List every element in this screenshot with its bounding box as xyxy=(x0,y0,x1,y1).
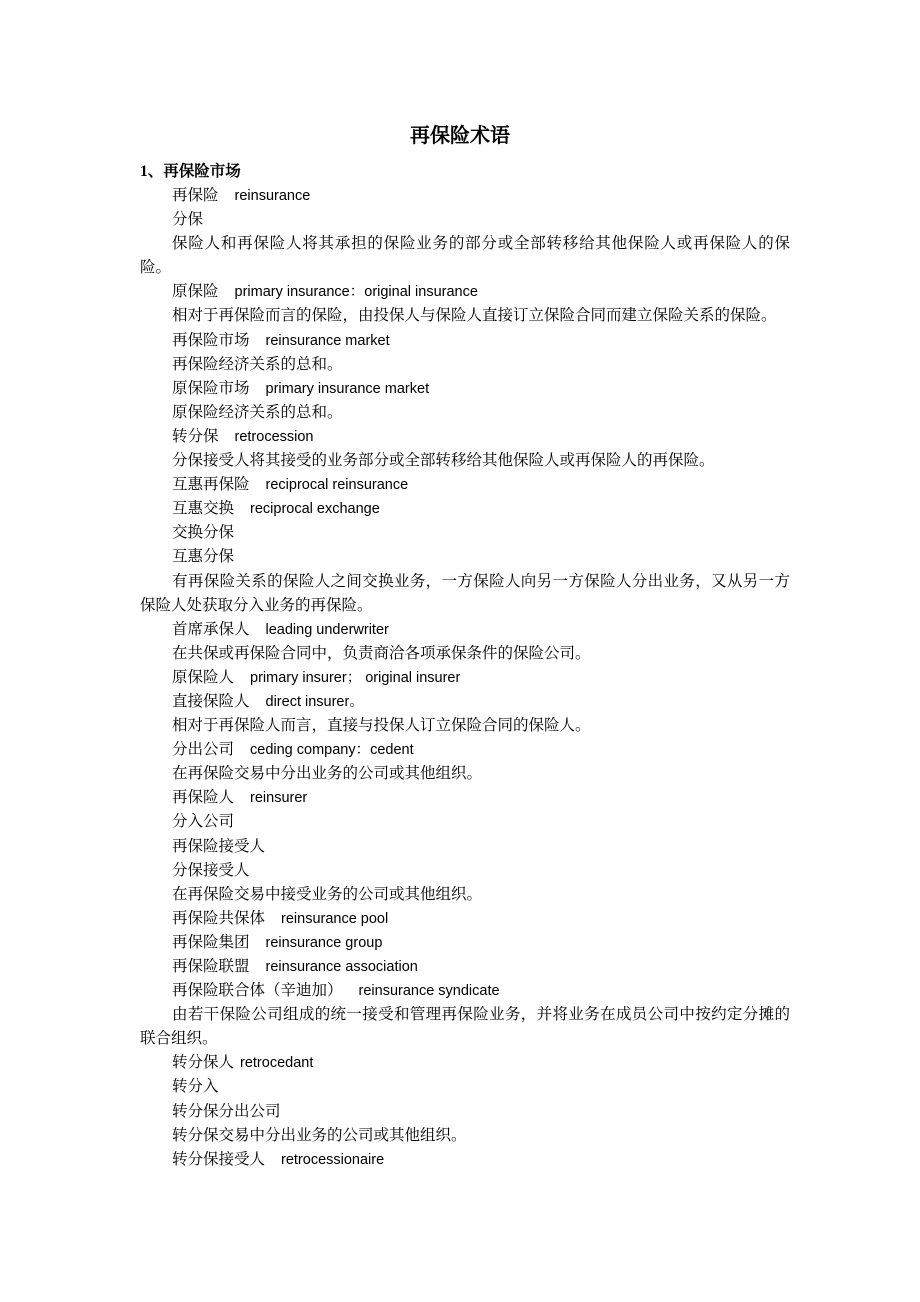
term-chinese: 分出公司 xyxy=(172,741,235,759)
term-english: primary insurer； original insurer xyxy=(250,669,461,686)
glossary-text xyxy=(140,232,790,280)
glossary-term xyxy=(140,1148,790,1172)
term-chinese: 再保险联盟 xyxy=(172,958,250,975)
term-chinese: 再保险人 xyxy=(172,789,235,807)
term-chinese: 再保险 xyxy=(172,187,219,204)
term-chinese: 保险人和再保险人将其承担的保险业务的部分或全部转移给其他保险人或再保险人的保险。 xyxy=(140,235,790,277)
glossary-text xyxy=(140,521,790,545)
term-chinese: 互惠分保 xyxy=(172,548,235,566)
term-chinese: 在共保或再保险合同中，负责商洽各项承保条件的保险公司。 xyxy=(172,644,591,662)
glossary-term xyxy=(140,329,790,353)
term-chinese: 转分保接受人 xyxy=(172,1150,266,1168)
term-chinese: 有再保险关系的保险人之间交换业务，一方保险人向另一方保险人分出业务，又从另一方保险人处获取分入业务的再保险。 xyxy=(140,572,790,614)
term-chinese: 转分保分出公司 xyxy=(172,1102,281,1120)
glossary-text xyxy=(140,353,790,377)
term-chinese: 转分入 xyxy=(172,1078,219,1096)
document-body xyxy=(140,184,790,1172)
glossary-term xyxy=(140,1051,790,1075)
glossary-text xyxy=(140,835,790,859)
glossary-text xyxy=(140,1100,790,1124)
glossary-term xyxy=(140,955,790,979)
term-chinese: 分入公司 xyxy=(172,813,235,831)
term-english: direct insurer。 xyxy=(265,693,364,710)
term-chinese: 再保险共保体 xyxy=(172,909,266,927)
glossary-term xyxy=(140,425,790,449)
glossary-text xyxy=(140,714,790,738)
term-english: reinsurance xyxy=(234,188,311,204)
glossary-term xyxy=(140,280,790,304)
term-chinese: 转分保 xyxy=(172,427,219,445)
term-english: reinsurance market xyxy=(265,332,390,349)
glossary-term xyxy=(140,618,790,642)
glossary-text xyxy=(140,810,790,834)
term-chinese: 相对于再保险而言的保险，由投保人与保险人直接订立保险合同而建立保险关系的保险。 xyxy=(172,307,777,325)
section-heading: 1、再保险市场 xyxy=(140,163,241,180)
term-english: primary insurance market xyxy=(265,380,430,397)
term-english: ceding company：cedent xyxy=(250,742,414,759)
term-chinese: 原保险人 xyxy=(172,668,235,686)
glossary-term xyxy=(140,497,790,521)
term-chinese: 分保接受人 xyxy=(172,861,250,879)
glossary-text xyxy=(140,304,790,328)
term-english: retrocedant xyxy=(240,1055,314,1072)
term-english: reinsurance syndicate xyxy=(358,983,500,1000)
term-english: reciprocal exchange xyxy=(250,501,380,518)
term-english: reciprocal reinsurance xyxy=(265,477,409,494)
term-chinese: 直接保险人 xyxy=(172,692,250,710)
glossary-text xyxy=(140,1124,790,1148)
term-chinese: 原保险 xyxy=(172,283,219,301)
glossary-text xyxy=(140,449,790,473)
term-chinese: 转分保人 xyxy=(172,1054,235,1072)
term-chinese: 再保险接受人 xyxy=(172,837,266,855)
glossary-term xyxy=(140,979,790,1003)
glossary-text xyxy=(140,401,790,425)
term-chinese: 在再保险交易中分出业务的公司或其他组织。 xyxy=(172,765,483,783)
term-english: reinsurance pool xyxy=(281,910,389,927)
glossary-term xyxy=(140,184,790,208)
term-english: reinsurance group xyxy=(265,934,383,951)
term-chinese: 再保险联合体（辛迪加） xyxy=(172,982,343,1000)
term-chinese: 再保险市场 xyxy=(172,331,250,349)
glossary-text xyxy=(140,545,790,569)
term-chinese: 互惠交换 xyxy=(172,500,235,518)
term-english: retrocession xyxy=(234,428,314,445)
glossary-term xyxy=(140,666,790,690)
glossary-text xyxy=(140,859,790,883)
term-chinese: 再保险集团 xyxy=(172,933,250,951)
term-chinese: 分保接受人将其接受的业务部分或全部转移给其他保险人或再保险人的再保险。 xyxy=(172,452,715,470)
term-chinese: 交换分保 xyxy=(172,524,235,542)
term-chinese: 转分保交易中分出业务的公司或其他组织。 xyxy=(172,1126,467,1144)
glossary-term xyxy=(140,907,790,931)
glossary-term xyxy=(140,738,790,762)
glossary-text xyxy=(140,1075,790,1099)
term-chinese: 再保险经济关系的总和。 xyxy=(172,355,343,373)
glossary-text xyxy=(140,570,790,618)
glossary-term xyxy=(140,786,790,810)
glossary-text xyxy=(140,762,790,786)
term-english: primary insurance：original insurance xyxy=(234,284,478,301)
term-chinese: 由若干保险公司组成的统一接受和管理再保险业务，并将业务在成员公司中按约定分摊的联合组织。 xyxy=(140,1006,790,1048)
term-chinese: 互惠再保险 xyxy=(172,476,250,494)
term-chinese: 原保险经济关系的总和。 xyxy=(172,403,343,421)
glossary-term xyxy=(140,931,790,955)
term-chinese: 在再保险交易中接受业务的公司或其他组织。 xyxy=(172,885,483,903)
glossary-term xyxy=(140,690,790,714)
glossary-text xyxy=(140,642,790,666)
glossary-term xyxy=(140,377,790,401)
glossary-text xyxy=(140,208,790,232)
term-chinese: 相对于再保险人而言，直接与投保人订立保险合同的保险人。 xyxy=(172,717,591,735)
document-title: 再保险术语 xyxy=(410,125,510,147)
term-english: reinsurer xyxy=(250,790,308,807)
term-chinese: 原保险市场 xyxy=(172,379,250,397)
glossary-text xyxy=(140,883,790,907)
term-chinese: 分保 xyxy=(172,211,204,229)
term-english: leading underwriter xyxy=(265,621,389,638)
glossary-term xyxy=(140,473,790,497)
term-english: retrocessionaire xyxy=(281,1151,385,1168)
term-english: reinsurance association xyxy=(265,959,418,975)
term-chinese: 首席承保人 xyxy=(172,620,250,638)
glossary-text xyxy=(140,1003,790,1051)
